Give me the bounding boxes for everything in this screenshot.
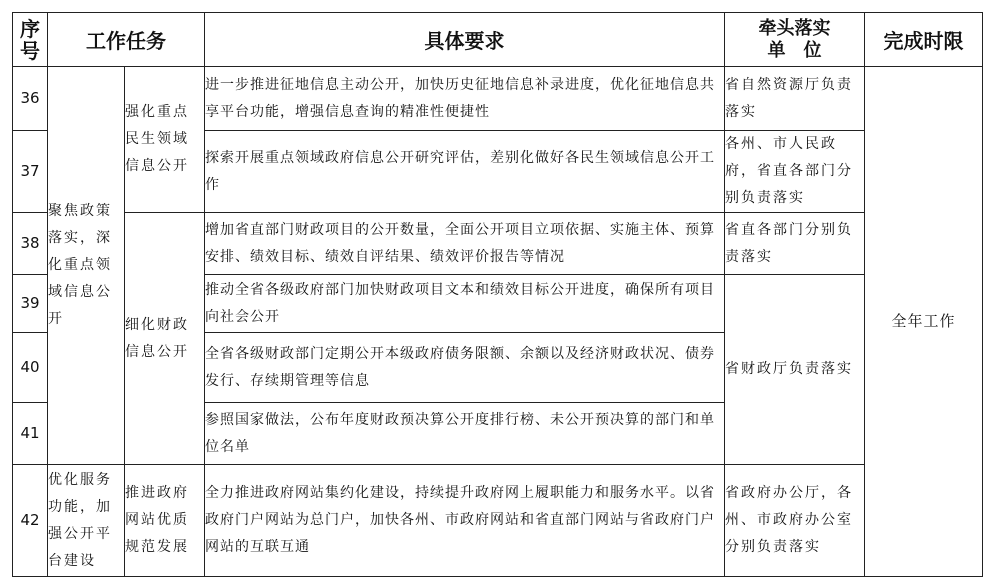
table-row <box>13 67 983 131</box>
row-number: 41 <box>13 403 48 465</box>
lead-unit-cell: 省财政厅负责落实 <box>725 275 865 465</box>
deadline-cell: 全年工作 <box>865 67 983 577</box>
requirement-cell: 进一步推进征地信息主动公开，加快历史征地信息补录进度，优化征地信息共享平台功能，增强信息查询的精准性便捷性 <box>205 67 725 131</box>
task-table <box>12 12 983 577</box>
header-task: 工作任务 <box>48 13 205 67</box>
subtask-cell: 推进政府网站优质规范发展 <box>125 465 205 577</box>
requirement-cell: 推动全省各级政府部门加快财政项目文本和绩效目标公开进度，确保所有项目向社会公开 <box>205 275 725 333</box>
row-number: 37 <box>13 131 48 213</box>
group-cell: 聚焦政策落实，深化重点领域信息公开 <box>48 67 125 465</box>
row-number: 40 <box>13 333 48 403</box>
group-cell: 优化服务功能，加强公开平台建设 <box>48 465 125 577</box>
header-row <box>13 13 983 67</box>
header-requirement: 具体要求 <box>205 13 725 67</box>
lead-unit-cell: 各州、市人民政府，省直各部门分别负责落实 <box>725 131 865 213</box>
header-lead-unit: 牵头落实 单 位 <box>725 13 865 67</box>
requirement-cell: 参照国家做法，公布年度财政预决算公开度排行榜、未公开预决算的部门和单位名单 <box>205 403 725 465</box>
requirement-cell: 全省各级财政部门定期公开本级政府债务限额、余额以及经济财政状况、债券发行、存续期管理等信息 <box>205 333 725 403</box>
lead-unit-cell: 省自然资源厅负责落实 <box>725 67 865 131</box>
header-deadline: 完成时限 <box>865 13 983 67</box>
row-number: 39 <box>13 275 48 333</box>
table-row <box>13 465 983 577</box>
row-number: 42 <box>13 465 48 577</box>
lead-unit-cell: 省直各部门分别负责落实 <box>725 213 865 275</box>
subtask-cell: 细化财政信息公开 <box>125 213 205 465</box>
requirement-cell: 全力推进政府网站集约化建设，持续提升政府网上履职能力和服务水平。以省政府门户网站为总门户，加快各州、市政府网站和省直部门网站与省政府门户网站的互联互通 <box>205 465 725 577</box>
lead-unit-cell: 省政府办公厅，各州、市政府办公室分别负责落实 <box>725 465 865 577</box>
header-seq: 序 号 <box>13 13 48 67</box>
requirement-cell: 探索开展重点领域政府信息公开研究评估，差别化做好各民生领域信息公开工作 <box>205 131 725 213</box>
requirement-cell: 增加省直部门财政项目的公开数量，全面公开项目立项依据、实施主体、预算安排、绩效目标、绩效自评结果、绩效评价报告等情况 <box>205 213 725 275</box>
table-row <box>13 213 983 275</box>
subtask-cell: 强化重点民生领域信息公开 <box>125 67 205 213</box>
row-number: 36 <box>13 67 48 131</box>
row-number: 38 <box>13 213 48 275</box>
